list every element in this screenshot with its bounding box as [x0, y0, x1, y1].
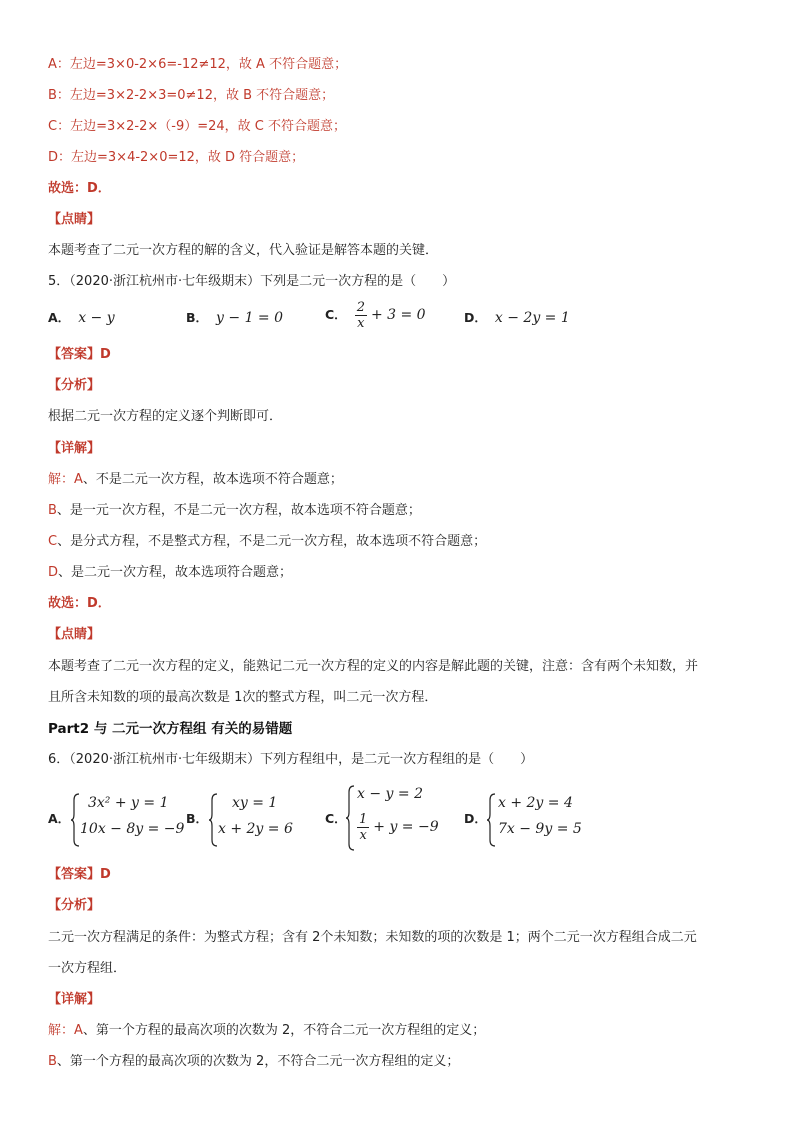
q6-option-a[interactable]: [48, 792, 185, 848]
q5-stem: 5．（2020·浙江杭州市·七年级期末）下列是二元一次方程的是（ ）: [48, 274, 456, 289]
q6-option-d-eq2: 7x − 9y = 5: [498, 821, 582, 837]
q5-option-c-label: C．: [325, 307, 347, 322]
q5-option-b[interactable]: [186, 309, 283, 327]
q6-option-b-eq1: xy = 1: [232, 795, 278, 811]
q4-dianjing-text: 本题考查了二元一次方程的解的含义，代入验证是解答本题的关键．: [48, 243, 439, 258]
q6-detail-b-text: 、第一个方程的最高次项的次数为 2，不符合二元一次方程组的定义；: [56, 1054, 460, 1069]
q6-option-d-label: D．: [464, 811, 487, 826]
q6-option-c-fraction: [357, 812, 369, 843]
q6-detail-b-prefix: B: [48, 1054, 57, 1069]
q6-option-a-eq2: 10x − 8y = −9: [80, 821, 185, 837]
q5-answer: 【答案】D: [48, 347, 111, 362]
q5-detail-b-text: 、是一元一次方程，不是二元一次方程，故本选项不符合题意；: [56, 503, 421, 518]
q6-stem: 6．（2020·浙江杭州市·七年级期末）下列方程组中，是二元一次方程组的是（ ）: [48, 752, 534, 767]
q5-option-c-rest: + 3 = 0: [370, 307, 426, 323]
q4-dianjing-label: 【点睛】: [48, 212, 101, 227]
q6-option-a-label: A．: [48, 811, 71, 826]
q6-option-c-label: C．: [325, 811, 347, 826]
q4-item-b: B：左边=3×2-2×3=0≠12，故 B 不符合题意；: [48, 88, 335, 103]
q5-choice: [48, 595, 111, 613]
q5-option-c-denominator: x: [357, 316, 365, 331]
q5-option-a[interactable]: [48, 309, 115, 327]
brace-icon: [345, 784, 355, 852]
q5-option-a-expr: x − y: [78, 310, 115, 326]
q5-option-c-fraction: [355, 300, 367, 331]
q5-option-c[interactable]: [325, 300, 426, 331]
q6-detail-a-prefix: 解：A: [48, 1023, 83, 1038]
q5-detail-b-prefix: B: [48, 503, 57, 518]
q5-detail-a-prefix: 解：A: [48, 472, 83, 487]
q5-detail-a-text: 、不是二元一次方程，故本选项不符合题意；: [82, 472, 343, 487]
q5-option-a-label: A．: [48, 310, 71, 325]
q5-option-d-expr: x − 2y = 1: [494, 310, 570, 326]
q6-option-a-eq1: 3x² + y = 1: [88, 795, 169, 811]
q5-dianjing-label: 【点睛】: [48, 627, 101, 642]
q6-option-c-eq2: [357, 812, 439, 843]
q6-option-c[interactable]: [325, 784, 445, 852]
brace-icon: [208, 792, 218, 848]
q5-fenxi-label: 【分析】: [48, 378, 101, 393]
q6-detail-a-text: 、第一个方程的最高次项的次数为 2，不符合二元一次方程组的定义；: [82, 1023, 486, 1038]
q6-option-b-eq2: x + 2y = 6: [218, 821, 293, 837]
q5-detail-c: [48, 533, 486, 551]
part2-heading: Part2 与 二元一次方程组 有关的易错题: [48, 721, 293, 737]
q4-choice-text: 故选：D．: [48, 181, 111, 196]
q6-option-b[interactable]: [186, 792, 296, 848]
q6-answer: 【答案】D: [48, 867, 111, 882]
q6-detail-b: [48, 1053, 459, 1071]
q5-detail-b: [48, 502, 421, 520]
q6-detail-a: [48, 1022, 485, 1040]
q6-fenxi-label: 【分析】: [48, 898, 101, 913]
q5-detail-c-text: 、是分式方程，不是整式方程，不是二元一次方程，故本选项不符合题意；: [57, 534, 487, 549]
q5-detail-d-text: 、是二元一次方程，故本选项符合题意；: [58, 565, 293, 580]
brace-icon: [70, 792, 80, 848]
q5-detail-c-prefix: C: [48, 534, 58, 549]
q6-option-c-denominator: x: [359, 828, 367, 843]
q6-option-b-label: B．: [186, 811, 209, 826]
q5-option-d[interactable]: [464, 309, 570, 327]
q6-option-c-eq2-rest: + y = −9: [373, 819, 439, 835]
q5-option-d-label: D．: [464, 310, 487, 325]
q6-option-d[interactable]: [464, 792, 594, 848]
q4-choice: [48, 180, 111, 198]
q4-item-d: D：左边=3×4-2×0=12，故 D 符合题意；: [48, 150, 305, 165]
q5-detail-d-prefix: D: [48, 565, 59, 580]
q6-option-c-eq1: x − y = 2: [357, 786, 423, 802]
q5-choice-text: 故选：D．: [48, 596, 111, 611]
brace-icon: [486, 792, 496, 848]
q6-fenxi-line1: 二元一次方程满足的条件：为整式方程；含有 2个未知数；未知数的项的次数是 1；两个二元一次方程组合成二元: [48, 930, 697, 945]
q6-xiangjie-label: 【详解】: [48, 992, 101, 1007]
q5-detail-a: [48, 471, 343, 489]
q4-item-a: A：左边=3×0-2×6=-12≠12，故 A 不符合题意；: [48, 57, 348, 72]
q5-option-b-label: B．: [186, 310, 209, 325]
q5-dianjing-line2: 且所含未知数的项的最高次数是 1次的整式方程，叫二元一次方程．: [48, 690, 438, 705]
q5-option-c-numerator: 2: [356, 300, 365, 315]
q6-option-c-numerator: 1: [359, 812, 368, 827]
q4-item-c: C：左边=3×2-2×（-9）=24，故 C 不符合题意；: [48, 119, 346, 134]
q6-fenxi-line2: 一次方程组．: [48, 961, 127, 976]
q6-option-d-eq1: x + 2y = 4: [498, 795, 573, 811]
q5-detail-d: [48, 564, 292, 582]
q5-option-b-expr: y − 1 = 0: [216, 310, 284, 326]
q5-dianjing-line1: 本题考查了二元一次方程的定义，能熟记二元一次方程的定义的内容是解此题的关键，注意：含有两个未知数，并: [48, 659, 699, 674]
q5-fenxi-text: 根据二元一次方程的定义逐个判断即可．: [48, 409, 283, 424]
q5-xiangjie-label: 【详解】: [48, 441, 101, 456]
